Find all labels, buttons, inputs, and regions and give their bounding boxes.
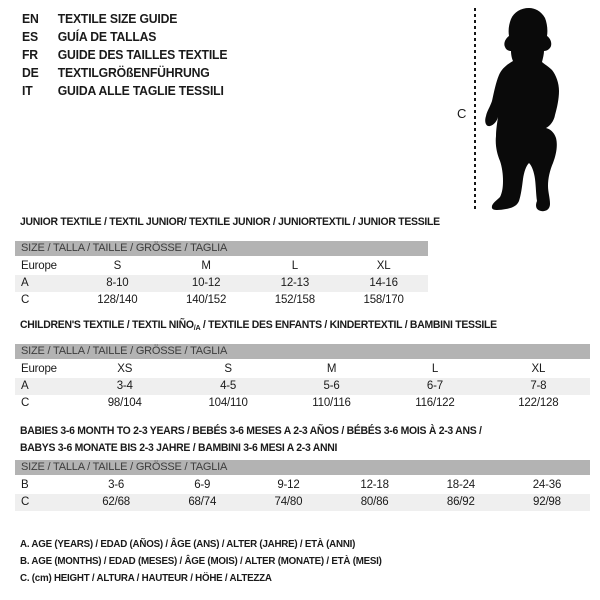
value-cell: 92/98	[533, 496, 561, 508]
table-row-height	[15, 395, 590, 412]
table-row-europe	[15, 361, 590, 378]
junior-size-table	[15, 241, 428, 309]
language-code: ES	[22, 28, 38, 44]
language-label: GUIDE DES TAILLES TEXTILE	[57, 46, 228, 62]
value-cell: 24-36	[532, 479, 562, 491]
size-cell: XL	[531, 363, 546, 375]
value-cell: 98/104	[107, 397, 142, 409]
value-cell: 152/158	[274, 294, 315, 306]
value-cell: 3-6	[108, 479, 125, 491]
size-cell: M	[201, 260, 211, 272]
size-cell: XS	[117, 363, 133, 375]
size-cell: XL	[376, 260, 391, 272]
language-row-it	[22, 81, 227, 99]
height-measure-dashed-line	[474, 8, 476, 210]
value-cell: 6-7	[426, 380, 443, 392]
babies-table-title	[20, 423, 482, 457]
value-cell: 104/110	[208, 397, 248, 409]
language-label: GUIDA ALLE TAGLIE TESSILI	[57, 82, 224, 98]
value-cell: 6-9	[194, 479, 211, 491]
size-cell: S	[224, 363, 232, 375]
title-text: CHILDREN'S TEXTILE / TEXTIL NIÑO	[20, 319, 194, 331]
value-cell: 158/170	[363, 294, 404, 306]
size-header-bar: SIZE / TALLA / TAILLE / GRÖSSE / TAGLIA	[15, 241, 428, 256]
size-cell: L	[291, 260, 298, 272]
value-cell: 12-18	[360, 479, 389, 491]
language-label: TEXTILGRÖßENFÜHRUNG	[57, 64, 210, 80]
footnote-b: B. AGE (MONTHS) / EDAD (MESES) / ÂGE (MOIS) / ALTER (MONATE) / ETÀ (MESI)	[20, 555, 382, 567]
row-label: A	[21, 277, 29, 289]
table-row-europe	[15, 258, 428, 275]
language-label: GUÍA DE TALLAS	[57, 28, 157, 44]
value-cell: 18-24	[446, 479, 475, 491]
value-cell: 8-10	[106, 277, 129, 289]
size-header-bar: SIZE / TALLA / TAILLE / GRÖSSE / TAGLIA	[15, 344, 590, 359]
language-code: EN	[22, 10, 39, 26]
value-cell: 86/92	[446, 496, 475, 508]
junior-table-title: JUNIOR TEXTILE / TEXTIL JUNIOR/ TEXTILE JUNIOR / JUNIORTEXTIL / JUNIOR TESSILE	[20, 216, 440, 228]
row-label: A	[21, 380, 29, 392]
table-row-age	[15, 275, 428, 292]
value-cell: 74/80	[274, 496, 303, 508]
language-title-list	[22, 9, 227, 99]
title-line-2: BABYS 3-6 MONATE BIS 2-3 JAHRE / BAMBINI 3-6 MESI A 2-3 ANNI	[20, 442, 338, 454]
title-text: / TEXTILE DES ENFANTS / KINDERTEXTIL / BAMBINI TESSILE	[200, 319, 497, 331]
table-row-height	[15, 292, 428, 309]
value-cell: 3-4	[116, 380, 133, 392]
children-size-table	[15, 344, 590, 412]
size-cell: M	[326, 363, 337, 375]
language-label: TEXTILE SIZE GUIDE	[57, 10, 178, 26]
value-cell: 9-12	[277, 479, 300, 491]
value-cell: 10-12	[191, 277, 221, 289]
size-cell: S	[113, 260, 122, 272]
row-label: C	[21, 397, 30, 409]
table-row-age	[15, 378, 590, 395]
size-cell: L	[431, 363, 439, 375]
row-label: B	[21, 479, 29, 491]
language-row-fr	[22, 45, 227, 63]
children-table-title	[20, 317, 497, 336]
value-cell: 110/116	[312, 397, 351, 409]
value-cell: 12-13	[280, 277, 310, 289]
footnote-c: C. (cm) HEIGHT / ALTURA / HAUTEUR / HÖHE / ALTEZZA	[20, 572, 272, 584]
language-row-en	[22, 9, 227, 27]
value-cell: 68/74	[188, 496, 217, 508]
language-row-es	[22, 27, 227, 45]
value-cell: 122/128	[518, 397, 559, 409]
value-cell: 116/122	[415, 397, 455, 409]
legend-footnotes	[20, 536, 382, 587]
language-code: IT	[22, 82, 33, 98]
value-cell: 5-6	[323, 380, 340, 392]
table-row-months	[15, 477, 590, 494]
language-code: DE	[22, 64, 39, 80]
row-label: C	[21, 294, 30, 306]
title-subscript: /A	[193, 323, 201, 332]
babies-size-table	[15, 460, 590, 511]
height-measure-label: C	[457, 106, 467, 121]
value-cell: 4-5	[220, 380, 237, 392]
value-cell: 128/140	[97, 294, 138, 306]
language-code: FR	[22, 46, 38, 62]
value-cell: 7-8	[530, 380, 547, 392]
language-row-de	[22, 63, 227, 81]
row-label: Europe	[21, 363, 57, 375]
title-line-1: BABIES 3-6 MONTH TO 2-3 YEARS / BEBÉS 3-6 MESES A 2-3 AÑOS / BÉBÉS 3-6 MOIS À 2-3 ANS /	[20, 425, 482, 437]
row-label: C	[21, 496, 30, 508]
value-cell: 62/68	[102, 496, 130, 508]
size-header-bar: SIZE / TALLA / TAILLE / GRÖSSE / TAGLIA	[15, 460, 590, 475]
value-cell: 80/86	[360, 496, 389, 508]
footnote-a: A. AGE (YEARS) / EDAD (AÑOS) / ÂGE (ANS) / ALTER (JAHRE) / ETÀ (ANNI)	[20, 538, 356, 550]
table-row-height	[15, 494, 590, 511]
value-cell: 14-16	[369, 277, 398, 289]
baby-silhouette-icon	[484, 2, 586, 212]
row-label: Europe	[21, 260, 57, 272]
value-cell: 140/152	[186, 294, 227, 306]
